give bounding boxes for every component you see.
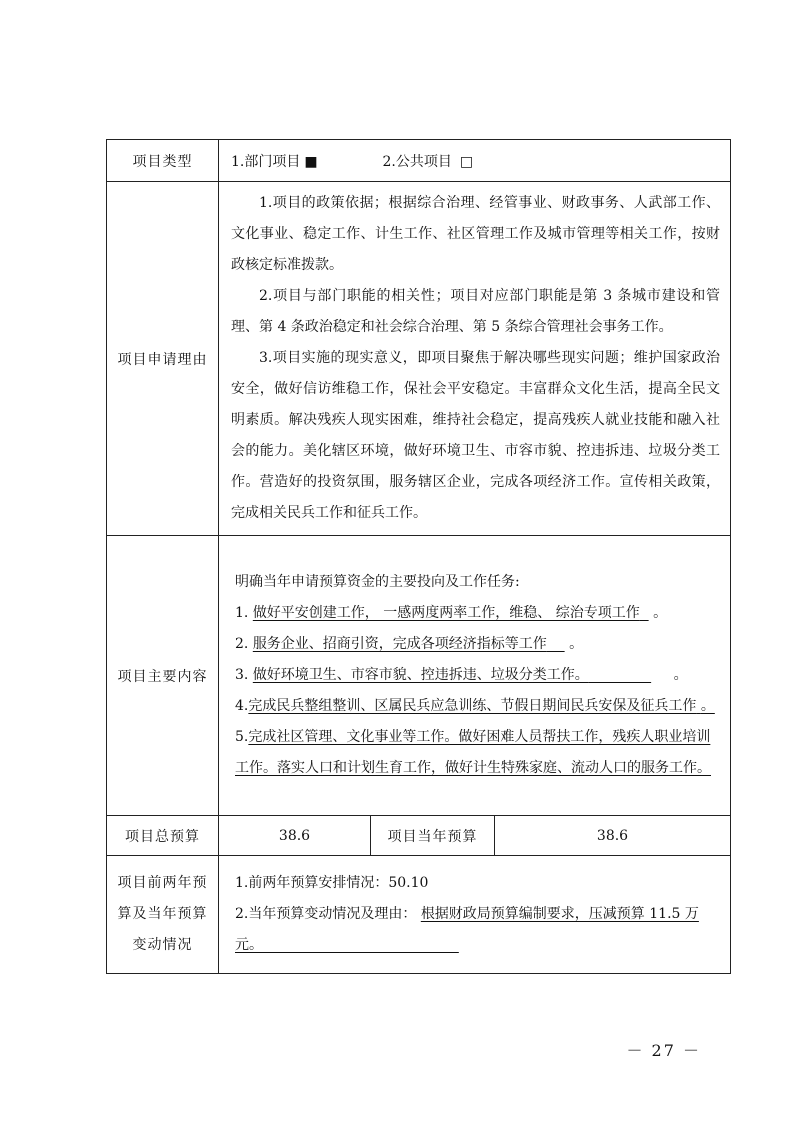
row-budget-change bbox=[107, 856, 731, 974]
main-content-list bbox=[219, 536, 731, 816]
reason-paragraph-policy: 1.项目的政策依据；根据综合治理、经管事业、财政事务、人武部工作、文化事业、稳定工作、计生工作、社区管理工作及城市管理等相关工作，按财政核定标准拨款。 bbox=[231, 195, 721, 273]
main-content-intro: 明确当年申请预算资金的主要投向及工作任务: bbox=[235, 574, 520, 590]
budget-change-reason-text: 根据财政局预算编制要求，压减预算 11.5 万元。 bbox=[235, 906, 699, 953]
budget-change-reason: 2.当年预算变动情况及理由： 根据财政局预算编制要求，压减预算 11.5 万元。 bbox=[235, 906, 699, 953]
application-reason-label: 项目申请理由 bbox=[107, 182, 219, 536]
content-item: 3. 做好环境卫生、市容市貌、控违拆违、垃圾分类工作。 。 bbox=[235, 667, 688, 683]
empty-checkbox-icon: □ bbox=[459, 153, 474, 170]
row-main-content bbox=[107, 536, 731, 816]
content-item: 2. 服务企业、招商引资，完成各项经济指标等工作 。 bbox=[235, 636, 584, 652]
content-item-text: 做好环境卫生、市容市貌、控违拆违、垃圾分类工作。 bbox=[252, 667, 589, 683]
row-application-reason bbox=[107, 182, 731, 536]
total-budget-label: 项目总预算 bbox=[107, 816, 219, 856]
content-item-text: 服务企业、招商引资，完成各项经济指标等工作 bbox=[252, 636, 547, 652]
type-option-public: 2.公共项目 bbox=[382, 153, 452, 170]
application-reason-content bbox=[219, 182, 731, 536]
budget-change-content bbox=[219, 856, 731, 974]
content-item-text: 做好平安创建工作， 一感两度两率工作，维稳、 综治专项工作 bbox=[252, 605, 640, 621]
budget-change-label: 项目前两年预 算及当年预算 变动情况 bbox=[107, 856, 219, 974]
project-type-options bbox=[219, 140, 731, 182]
content-item: 4.完成民兵整组整训、区属民兵应急训练、节假日期间民兵安保及征兵工作 。 bbox=[235, 698, 715, 714]
main-content-label: 项目主要内容 bbox=[107, 536, 219, 816]
project-table bbox=[106, 139, 731, 974]
current-budget-label: 项目当年预算 bbox=[371, 816, 495, 856]
filled-checkbox-icon: ■ bbox=[304, 153, 318, 170]
page-number: － 27 － bbox=[626, 1041, 701, 1060]
row-project-type bbox=[107, 140, 731, 182]
content-item-text: 完成社区管理、文化事业等工作。做好困难人员帮扶工作，残疾人职业培训工作。落实人口和计划生育工作，做好计生特殊家庭、流动人口的服务工作。 bbox=[235, 729, 711, 776]
reason-paragraph-significance: 3.项目实施的现实意义，即项目聚焦于解决哪些现实问题；维护国家政治安全，做好信访维稳工作，保社会平安稳定。丰富群众文化生活，提高全民文明素质。解决残疾人现实困难，维持社会稳定，提高残疾人就业技能和融入社会的能力。美化辖区环境，做好环境卫生、市容市貌、控违拆违、垃圾分类工作。营造好的投资氛围，服务辖区企业，完成各项经济工作。宣传相关政策，完成相关民兵工作和征兵工作。 bbox=[231, 350, 721, 521]
reason-paragraph-relevance: 2.项目与部门职能的相关性；项目对应部门职能是第 3 条城市建设和管理、第 4 条政治稳定和社会综合治理、第 5 条综合管理社会事务工作。 bbox=[231, 288, 721, 335]
row-budget bbox=[107, 816, 731, 856]
content-item: 1. 做好平安创建工作， 一感两度两率工作，维稳、 综治专项工作 。 bbox=[235, 605, 668, 621]
budget-history-line: 1.前两年预算安排情况：50.10 bbox=[235, 875, 429, 891]
total-budget-value: 38.6 bbox=[219, 816, 371, 856]
content-item-text: 完成民兵整组整训、区属民兵应急训练、节假日期间民兵安保及征兵工作 bbox=[248, 698, 697, 714]
current-budget-value: 38.6 bbox=[495, 816, 731, 856]
content-item: 5.完成社区管理、文化事业等工作。做好困难人员帮扶工作，残疾人职业培训工作。落实人口和计划生育工作，做好计生特殊家庭、流动人口的服务工作。 bbox=[235, 729, 711, 776]
type-option-department: 1.部门项目 bbox=[231, 153, 301, 170]
project-type-label: 项目类型 bbox=[107, 140, 219, 182]
